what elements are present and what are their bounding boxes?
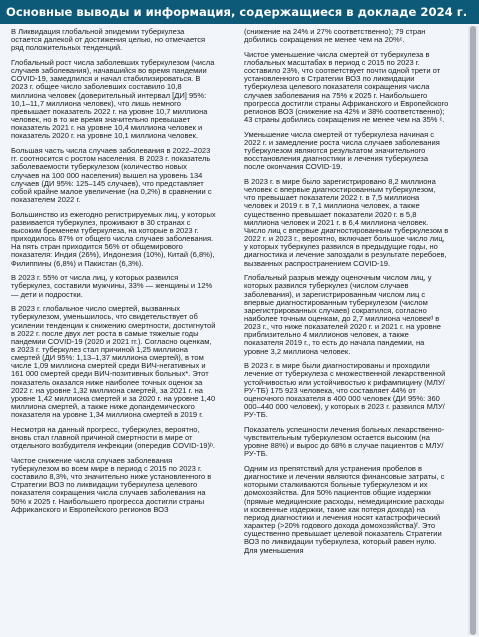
- paragraph: В Ликвидация глобальной эпидемии туберкулеза остается далекой от достижения целью, но отмечается ряд положительных тенденций.: [11, 27, 206, 53]
- document-body[interactable]: [0, 24, 479, 637]
- paragraph: Чистое снижение числа случаев заболевания туберкулезом во всем мире в период с 2015 по 2023 г. составило 8,3%, что значительно ниже установленного в Стратегии ВОЗ по ликвидации туберкулеза целевого показателя сокращения числа случаев заболевания на 50% к 2025 г. Наибольшего прогресса достигли страны Африканского и Европейского регионов ВОЗ: [11, 455, 212, 514]
- paragraph: Уменьшение числа смертей от туберкулеза начиная с 2022 г. и замедление роста числа случаев заболевания туберкулезом являются результатом значительного восстановления диагностики и лечения туберкулеза после окончания COVID-19.: [244, 129, 440, 172]
- right-column: [244, 28, 449, 561]
- page-header: [0, 0, 479, 24]
- page-title: Основные выводы и информация, содержащиеся в докладе 2024 г.: [6, 5, 468, 19]
- paragraph: Большая часть числа случаев заболевания в 2022–2023 гг. соотносится с ростом населения. В 2023 г. показатель заболеваемости туберкулезом (количество новых случаев на 100 000 населения) вышел на уровень 134 случаев (ДИ 95%: 125–145 случаев), что представляет собой крайне малое увеличение (на 0,2%) в сравнении с показателем 2022 г.: [11, 146, 212, 204]
- paragraph: В 2023 г. в мире было зарегистрировано 8,2 миллиона человек с впервые диагностированным туберкулезом, что превышает показатели 2022 г. в 7,5 миллиона человек и 2019 г. в 7,1 миллиона человек, а также существенно превышает показатели 2020 г. в 5,8 миллиона человек и 2021 г. в 6,4 миллиона человек. Число лиц с впервые диагностированным туберкулезом в 2022 г. и 2023 г., вероятно, включает большое число лиц, у которых туберкулез развился в предыдущие годы, но диагностика и лечение запоздали в результате перебоев, вызванных распространением COVID-19.: [244, 177, 449, 268]
- paragraph: Большинство из ежегодно регистрируемых лиц, у которых развивается туберкулез, проживают в 30 странах с высоким бременем туберкулеза, на которые в 2023 г. приходилось 87% от общего числа случаев заболевания. На пять стран приходится 56% от общемирового показателя: Индия (26%), Индонезия (10%), Китай (6,8%), Филиппины (6,8%) и Пакистан (6,3%).: [11, 209, 216, 268]
- paragraph: В 2023 г. 55% от числа лиц, у которых развился туберкулез, составили мужчины, 33% — женщины и 12% — дети и подростки.: [11, 273, 213, 299]
- paragraph: Глобальный рост числа заболевших туберкулезом (числа случаев заболевания), начавшийся во время пандемии COVID-19, замедлился и начал стабилизироваться. В 2023 г. общее число заболевших составило 10,8 миллиона человек (доверительный интервал [ДИ] 95%: 10,1–11,7 миллиона человек), что лишь немного превышает показатель 2022 г. на уровне 10,7 миллиона человек, но в то же время значительно превышает показатель 2021 г. на уровне 10,4 миллиона человек и показатель 2020 г. на уровне 10,1 миллиона человек.: [11, 57, 215, 141]
- paragraph: Показатель успешности лечения больных лекарственно-чувствительным туберкулезом остается высоким (на уровне 88%) и вырос до 68% в случае пациентов с МЛУ/РУ-ТБ.: [244, 424, 445, 459]
- paragraph: Глобальный разрыв между оценочным числом лиц, у которых развился туберкулез (числом случаев заболевания), и зарегистрированным числом лиц с впервые диагностированным туберкулезом (числом зарегистрированных случаев) сократился, согласно наиболее точным оценкам, до 2,7 миллиона человекᵈ в 2023 г., что ниже показателей 2020 г. и 2021 г. на уровне приблизительно 4 миллионов человек, а также показателя 2019 г., то есть до начала пандемии, на уровне 3,2 миллиона человек.: [244, 273, 441, 356]
- vertical-scrollbar[interactable]: [468, 26, 478, 635]
- scrollbar-thumb[interactable]: [470, 26, 476, 635]
- left-column: [11, 28, 216, 520]
- paragraph: В 2023 г. в мире были диагностированы и проходили лечение от туберкулеза с множественной лекарственной устойчивостью или устойчивостью к рифампицину (МЛУ/РУ-ТБ) 175 923 человека, что составляет 44% от оценочного показателя в 400 000 человек (ДИ 95%: 360 000–440 000 человек), у которых в 2023 г. развился МЛУ/РУ-ТБ.: [244, 361, 446, 420]
- paragraph: Одним из препятствий для устранения пробелов в диагностике и лечении являются финансовые затраты, с которыми сталкиваются больные туберкулезом и их домохозяйства. Для 50% пациентов общие издержки (прямые медицинские расходы, немедицинские расходы и косвенные издержки, такие как потеря дохода) на период диагностики и лечения носят катастрофический характер (>20% годового дохода домохозяйства)ᶠ. Это существенно превышает целевой показатель Стратегии ВОЗ по ликвидации туберкулеза, который равен нулю. Для уменьшения: [244, 464, 445, 555]
- paragraph: В 2023 г. глобальное число смертей, вызванных туберкулезом, уменьшилось, что свидетельствует об усилении тенденции к снижению смертности, достигнутой в 2022 г. после двух лет роста в самые тяжелые годы пандемии COVID-19 (2020 и 2021 гг.). Согласно оценкам, в 2023 г. туберкулез стал причиной 1,25 миллиона смертей (ДИ 95%: 1,13–1,37 миллиона смертей), в том числе 1,09 миллиона смертей среди ВИЧ-негативных и 161 000 смертей среди ВИЧ-позитивных больных*. Этот показатель оказался ниже наиболее точных оценок за 2022 г. на уровне 1,32 миллиона смертей, за 2021 г. на уровне 1,42 миллиона смертей и за 2020 г. на уровне 1,40 миллиона смертей, а также ниже допандемического показателя на уровне 1,34 миллиона смертей в 2019 г.: [11, 304, 216, 420]
- paragraph: (снижение на 24% и 27% соответственно); 79 стран добились сокращения не менее чем на 20%ᶜ.: [244, 27, 426, 45]
- paragraph: Чистое уменьшение числа смертей от туберкулеза в глобальных масштабах в период с 2015 по 2023 г. составило 23%, что соответствует почти одной трети от установленного в Стратегии ВОЗ по ликвидации туберкулеза целевого показателя сокращения числа случаев заболевания на 75% к 2025 г. Наибольшего прогресса достигли страны Африканского и Европейского регионов ВОЗ (снижение на 42% и 38% соответственно); 43 страны добились сокращения не менее чем на 35% ᶜ.: [244, 49, 449, 125]
- paragraph: Несмотря на данный прогресс, туберкулез, вероятно, вновь стал главной причиной смертности в мире от отдельного возбудителя инфекции (опередив COVID-19)ᵇ.: [11, 424, 215, 451]
